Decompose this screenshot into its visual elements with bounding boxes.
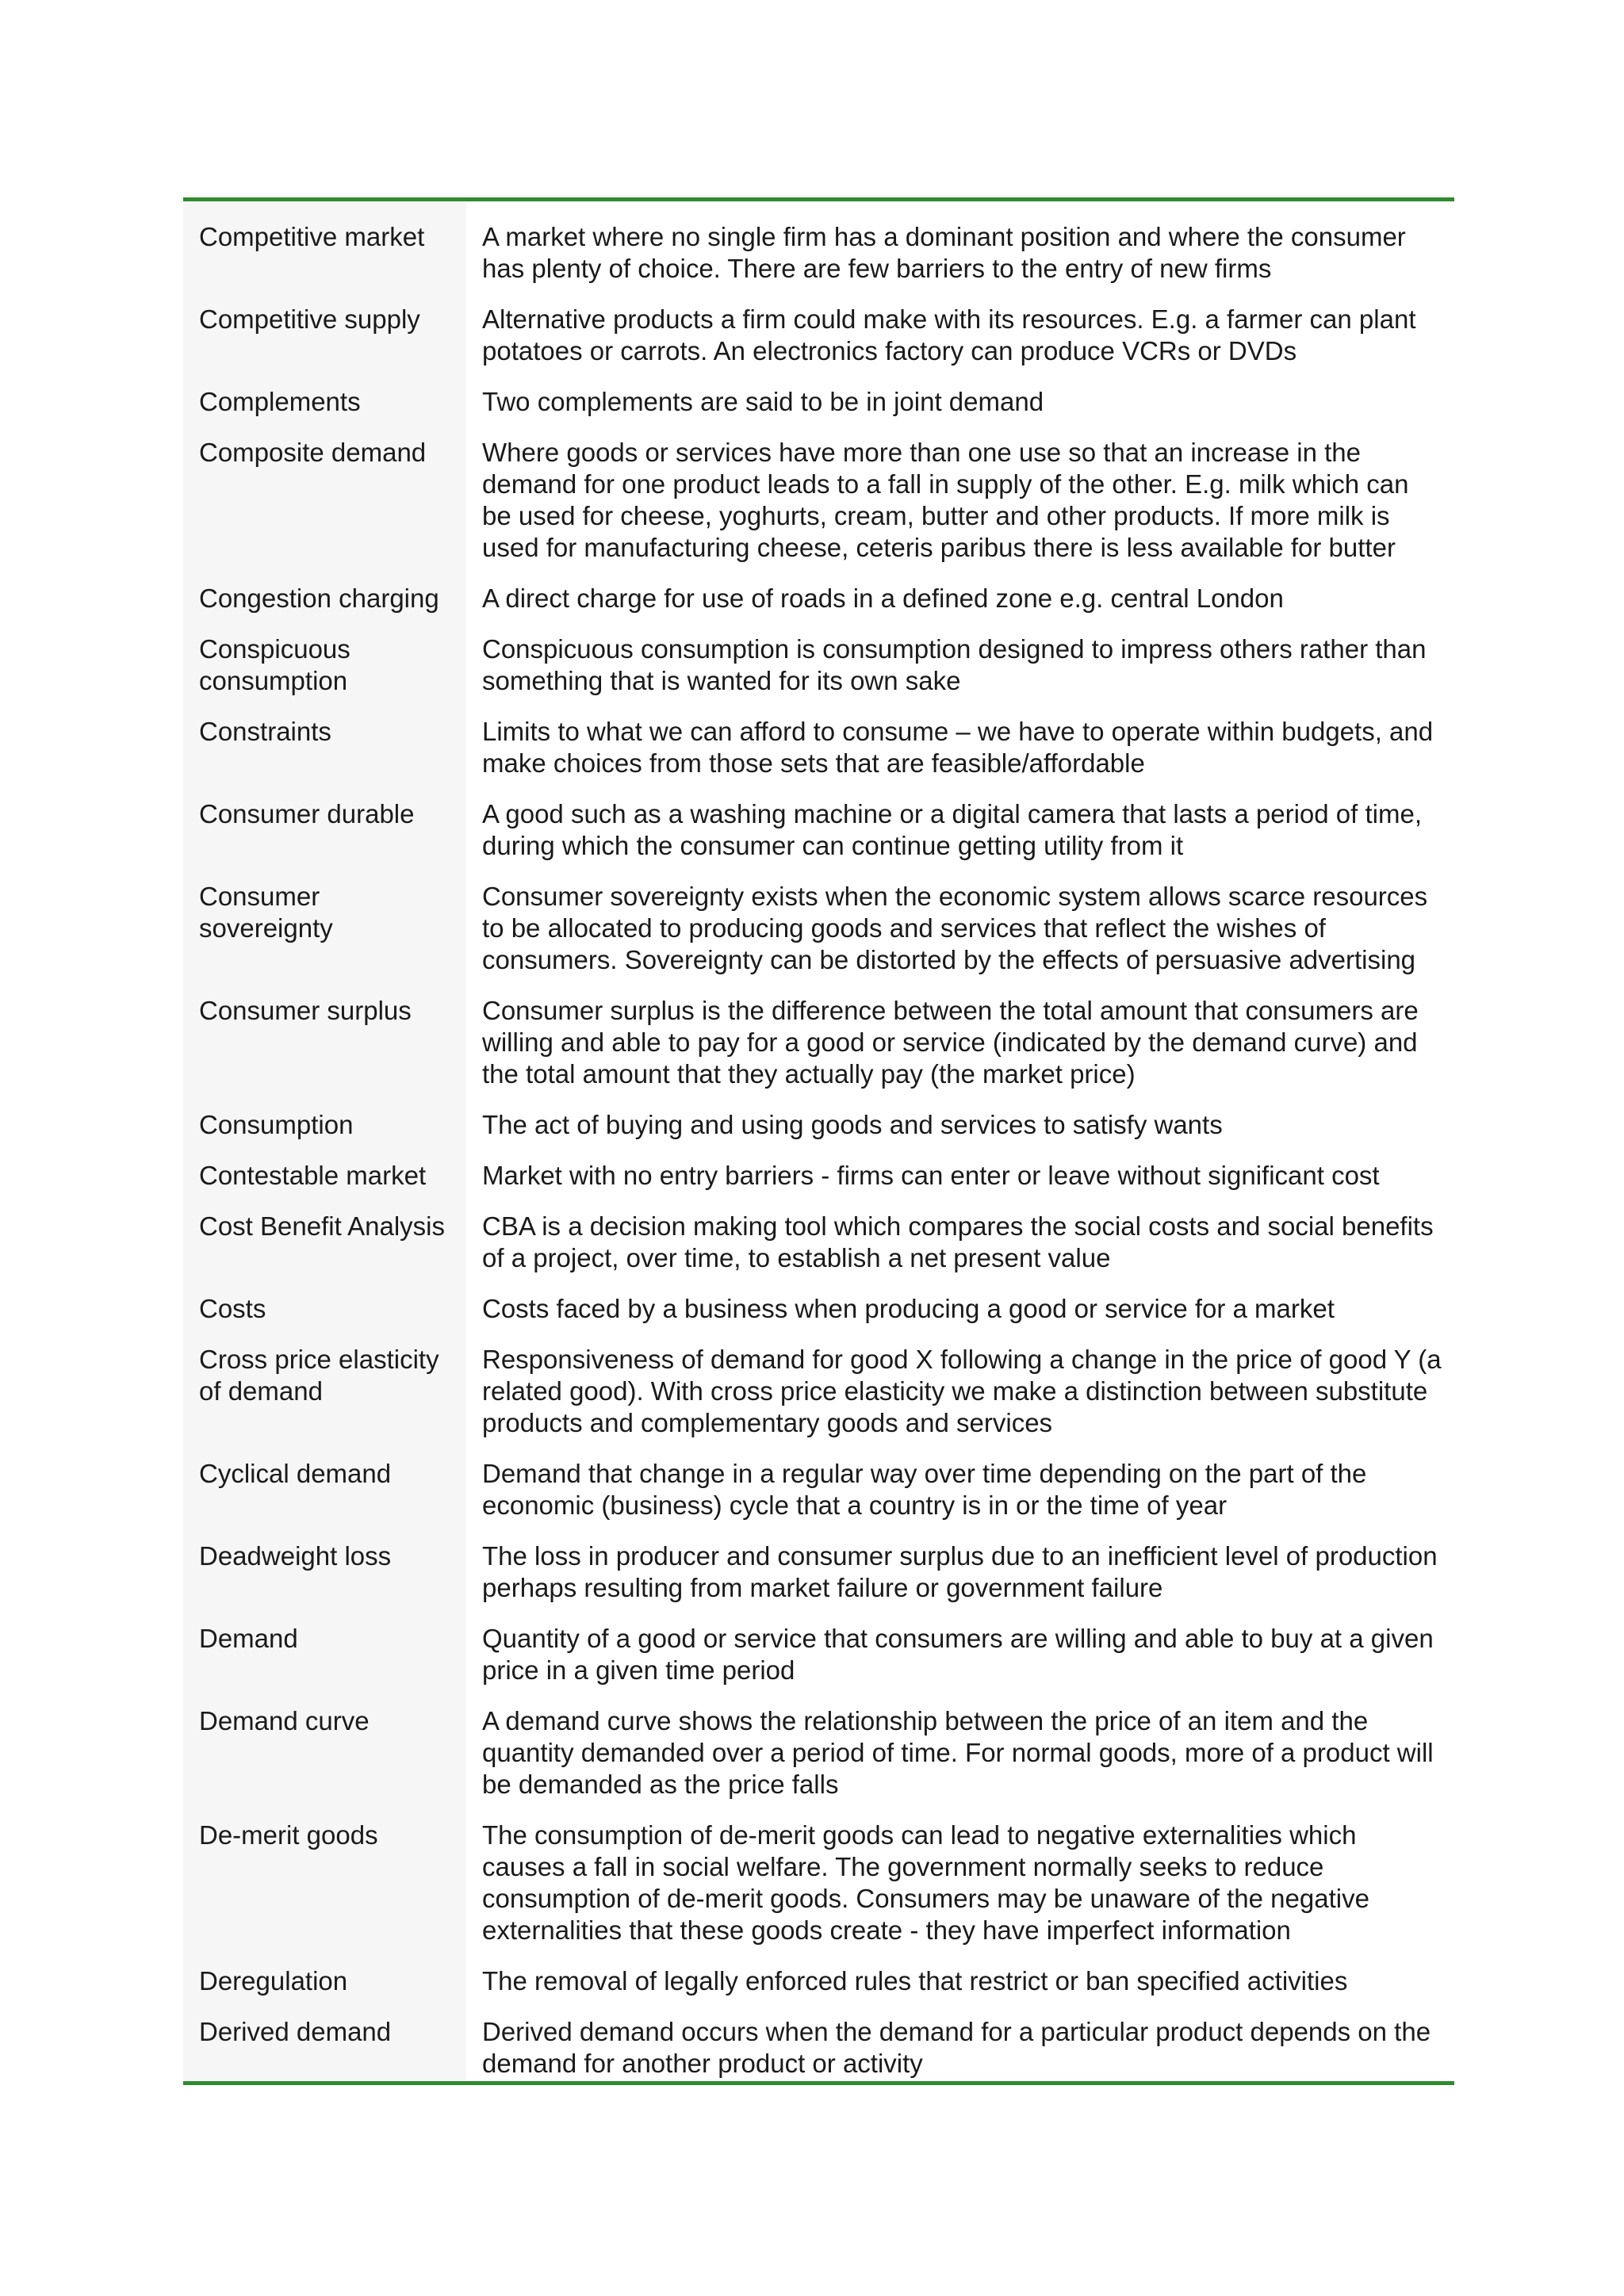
glossary-term: Cyclical demand [183,1456,466,1538]
glossary-term: Consumer sovereignty [183,878,466,993]
glossary-definition: Quantity of a good or service that consumers are willing and able to buy at a given price in a given time period [482,1624,1434,1685]
glossary-term: Complements [183,384,466,434]
glossary-row [183,1158,1454,1208]
glossary-definition: Conspicuous consumption is consumption designed to impress others rather than something that is wanted for its own sake [482,634,1427,695]
glossary-definition: Derived demand occurs when the demand for a particular product depends on the demand for another product or activity [482,2017,1431,2078]
glossary-term: Conspicuous consumption [183,631,466,714]
glossary-row [183,434,1454,580]
glossary-definition: Costs faced by a business when producing a good or service for a market [482,1294,1335,1323]
glossary-row [183,1456,1454,1538]
glossary-term: Constraints [183,714,466,796]
glossary-term: Composite demand [183,434,466,580]
glossary-term: Derived demand [183,2014,466,2081]
glossary-term: Consumer durable [183,796,466,878]
glossary-term: Cost Benefit Analysis [183,1208,466,1291]
glossary-row [183,878,1454,993]
glossary-row [183,201,1454,301]
glossary-term: Competitive market [183,201,466,301]
glossary-definition: CBA is a decision making tool which compares the social costs and social benefits of a project, over time, to establish a net present value [482,1211,1434,1272]
glossary-term: Cross price elasticity of demand [183,1341,466,1456]
glossary-term: Demand curve [183,1703,466,1817]
glossary-row [183,1621,1454,1703]
glossary-term: Deadweight loss [183,1538,466,1621]
glossary-row [183,1963,1454,2014]
glossary-table-container [183,197,1454,2085]
glossary-row [183,993,1454,1107]
glossary-definition: Where goods or services have more than one use so that an increase in the demand for one product leads to a fall in supply of the other. E.g. milk which can be used for cheese, yoghurts, cream, butter and other products. If more milk is used for manufacturing cheese, ceteris paribus there is less available for butter [482,438,1409,562]
glossary-row [183,714,1454,796]
glossary-definition: The loss in producer and consumer surplus due to an inefficient level of production perhaps resulting from market failure or government failure [482,1541,1438,1602]
glossary-definition: A direct charge for use of roads in a defined zone e.g. central London [482,584,1284,613]
glossary-term: Consumer surplus [183,993,466,1107]
glossary-term: Congestion charging [183,580,466,631]
glossary-definition: The act of buying and using goods and services to satisfy wants [482,1110,1223,1139]
glossary-definition: The removal of legally enforced rules that restrict or ban specified activities [482,1966,1348,1996]
glossary-row [183,1817,1454,1963]
glossary-term: Deregulation [183,1963,466,2014]
glossary-definition: A demand curve shows the relationship between the price of an item and the quantity demanded over a period of time. For normal goods, more of a product will be demanded as the price falls [482,1706,1434,1799]
glossary-term: Competitive supply [183,301,466,384]
glossary-definition: Consumer surplus is the difference between the total amount that consumers are willing and able to pay for a good or service (indicated by the demand curve) and the total amount that they actually pay (the market price) [482,996,1419,1089]
glossary-definition: Demand that change in a regular way over time depending on the part of the economic (business) cycle that a country is in or the time of year [482,1459,1367,1520]
glossary-row [183,1107,1454,1158]
glossary-row [183,301,1454,384]
glossary-term: Costs [183,1291,466,1341]
glossary-row [183,2014,1454,2081]
glossary-definition: Limits to what we can afford to consume – we have to operate within budgets, and make choices from those sets that are feasible/affordable [482,717,1434,778]
glossary-table [183,201,1454,2081]
glossary-definition: Two complements are said to be in joint demand [482,387,1044,416]
glossary-definition: Consumer sovereignty exists when the economic system allows scarce resources to be allocated to producing goods and services that reflect the wishes of consumers. Sovereignty can be distorted by the effects of persuasive advertising [482,882,1428,974]
glossary-row [183,1208,1454,1291]
glossary-body [183,201,1454,2081]
glossary-definition: Responsiveness of demand for good X following a change in the price of good Y (a related good). With cross price elasticity we make a distinction between substitute products and complementary goods and services [482,1345,1442,1437]
glossary-row [183,1341,1454,1456]
glossary-definition: A good such as a washing machine or a digital camera that lasts a period of time, during which the consumer can continue getting utility from it [482,799,1422,860]
glossary-definition: The consumption of de-merit goods can lead to negative externalities which causes a fall in social welfare. The government normally seeks to reduce consumption of de-merit goods. Consumers may be unaware of the negative externalities that these goods create - they have imperfect information [482,1820,1369,1945]
glossary-row [183,1291,1454,1341]
glossary-row [183,1703,1454,1817]
glossary-term: Demand [183,1621,466,1703]
glossary-row [183,796,1454,878]
glossary-definition: A market where no single firm has a dominant position and where the consumer has plenty of choice. There are few barriers to the entry of new firms [482,222,1406,283]
glossary-term: Consumption [183,1107,466,1158]
glossary-row [183,384,1454,434]
glossary-term: De-merit goods [183,1817,466,1963]
glossary-definition: Alternative products a firm could make with its resources. E.g. a farmer can plant potatoes or carrots. An electronics factory can produce VCRs or DVDs [482,304,1416,365]
glossary-term: Contestable market [183,1158,466,1208]
glossary-row [183,580,1454,631]
glossary-row [183,631,1454,714]
glossary-definition: Market with no entry barriers - firms can enter or leave without significant cost [482,1161,1380,1190]
glossary-row [183,1538,1454,1621]
